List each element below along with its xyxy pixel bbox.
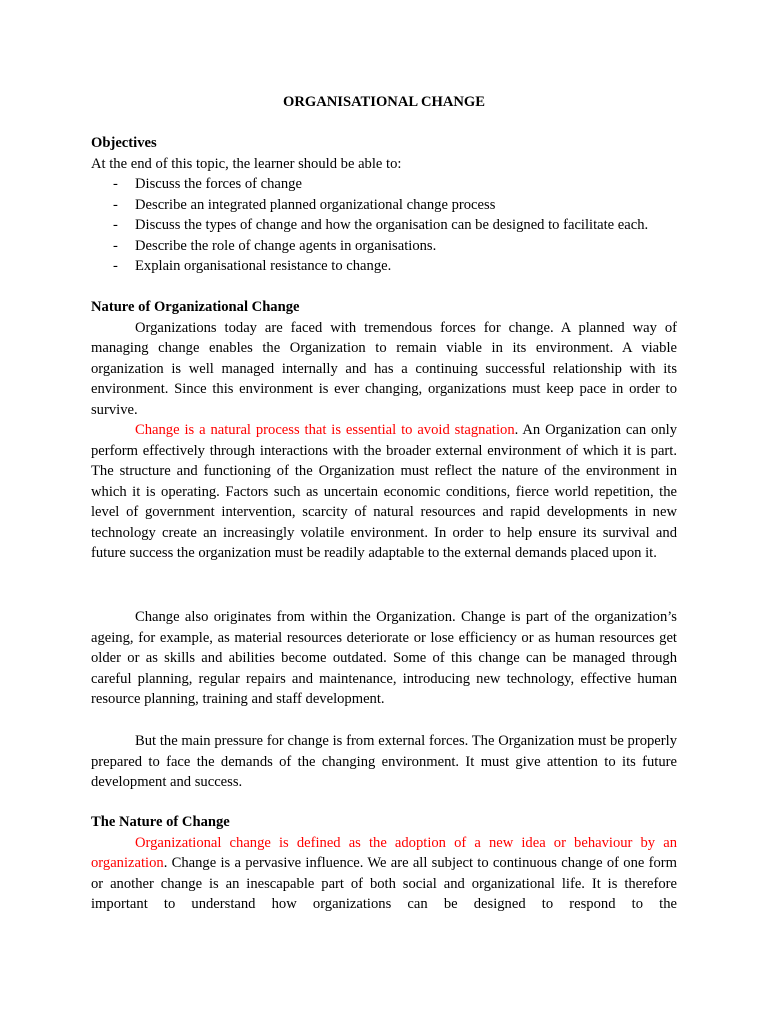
- paragraph-text: . An Organization can only perform effectively through interactions with the broader external environment of which it is part. The structure and functioning of the Organization must reflect the nature of the environment in which it is operating. Factors such as uncertain economic conditions, fierce world repetition, the level of government intervention, scarcity of natural resources and rapid developments in new technology create an increasingly volatile environment. In order to help ensure its survival and future success the organization must be readily adaptable to the external demands placed upon it.: [91, 422, 677, 561]
- bullet-dash: -: [113, 217, 118, 233]
- paragraph: But the main pressure for change is from external forces. The Organization must be properly prepared to face the demands of the changing environment. It must give attention to its future development and success.: [91, 733, 677, 790]
- objective-text: Discuss the types of change and how the organisation can be designed to facilitate each.: [135, 217, 649, 233]
- paragraph-text: . Change is a pervasive influence. We are all subject to continuous change of one form or another change is an inescapable part of both social and organizational life. It is therefore important to understand how organizations can be designed to respond to the: [91, 855, 677, 912]
- bullet-dash: -: [113, 196, 118, 213]
- paragraph: Change also originates from within the Organization. Change is part of the organization’s ageing, for example, as material resources deteriorate or lose efficiency or as human resources get older or as skills and abilities become outdated. Some of this change can be managed through careful planning, regular repairs and maintenance, introducing new technology, effective human resource planning, training and staff development.: [91, 609, 677, 707]
- bullet-dash: -: [113, 258, 118, 274]
- bullet-dash: -: [113, 176, 118, 192]
- objectives-section: [91, 133, 677, 277]
- objectives-heading: Objectives: [91, 135, 157, 151]
- objective-text: Describe an integrated planned organizational change process: [135, 196, 496, 213]
- objective-item: [91, 256, 677, 277]
- nature-of-change-section: [91, 812, 677, 915]
- document-title: ORGANISATIONAL CHANGE: [282, 94, 486, 110]
- nature-org-change-section: [91, 297, 677, 564]
- paragraph: [91, 420, 677, 564]
- paragraph: [91, 833, 677, 915]
- section-heading: The Nature of Change: [91, 814, 230, 830]
- objectives-list: [91, 174, 677, 277]
- paragraph: Organizations today are faced with tremendous forces for change. A planned way of managing change enables the Organization to remain viable in its environment. A viable organization is well managed internally and has a continuing successful relationship with its environment. Since this environment is ever changing, organizations must keep pace in order to survive.: [91, 319, 677, 418]
- nature-org-change-p3: [91, 607, 677, 710]
- bullet-dash: -: [113, 237, 118, 254]
- section-heading: Nature of Organizational Change: [91, 299, 300, 315]
- objective-text: Discuss the forces of change: [135, 176, 302, 192]
- objective-item: [91, 215, 677, 236]
- objective-item: [91, 236, 677, 257]
- objective-text: Explain organisational resistance to change.: [135, 258, 392, 274]
- objectives-intro: At the end of this topic, the learner should be able to:: [91, 155, 402, 172]
- objective-text: Describe the role of change agents in organisations.: [135, 237, 437, 254]
- objective-item: [91, 174, 677, 195]
- highlighted-text: Organizational change is defined as the adoption of a new idea or behaviour by an organization: [91, 834, 677, 871]
- nature-org-change-p4: [91, 731, 677, 793]
- highlighted-text: Change is a natural process that is essential to avoid stagnation: [135, 422, 515, 438]
- objective-item: [91, 195, 677, 216]
